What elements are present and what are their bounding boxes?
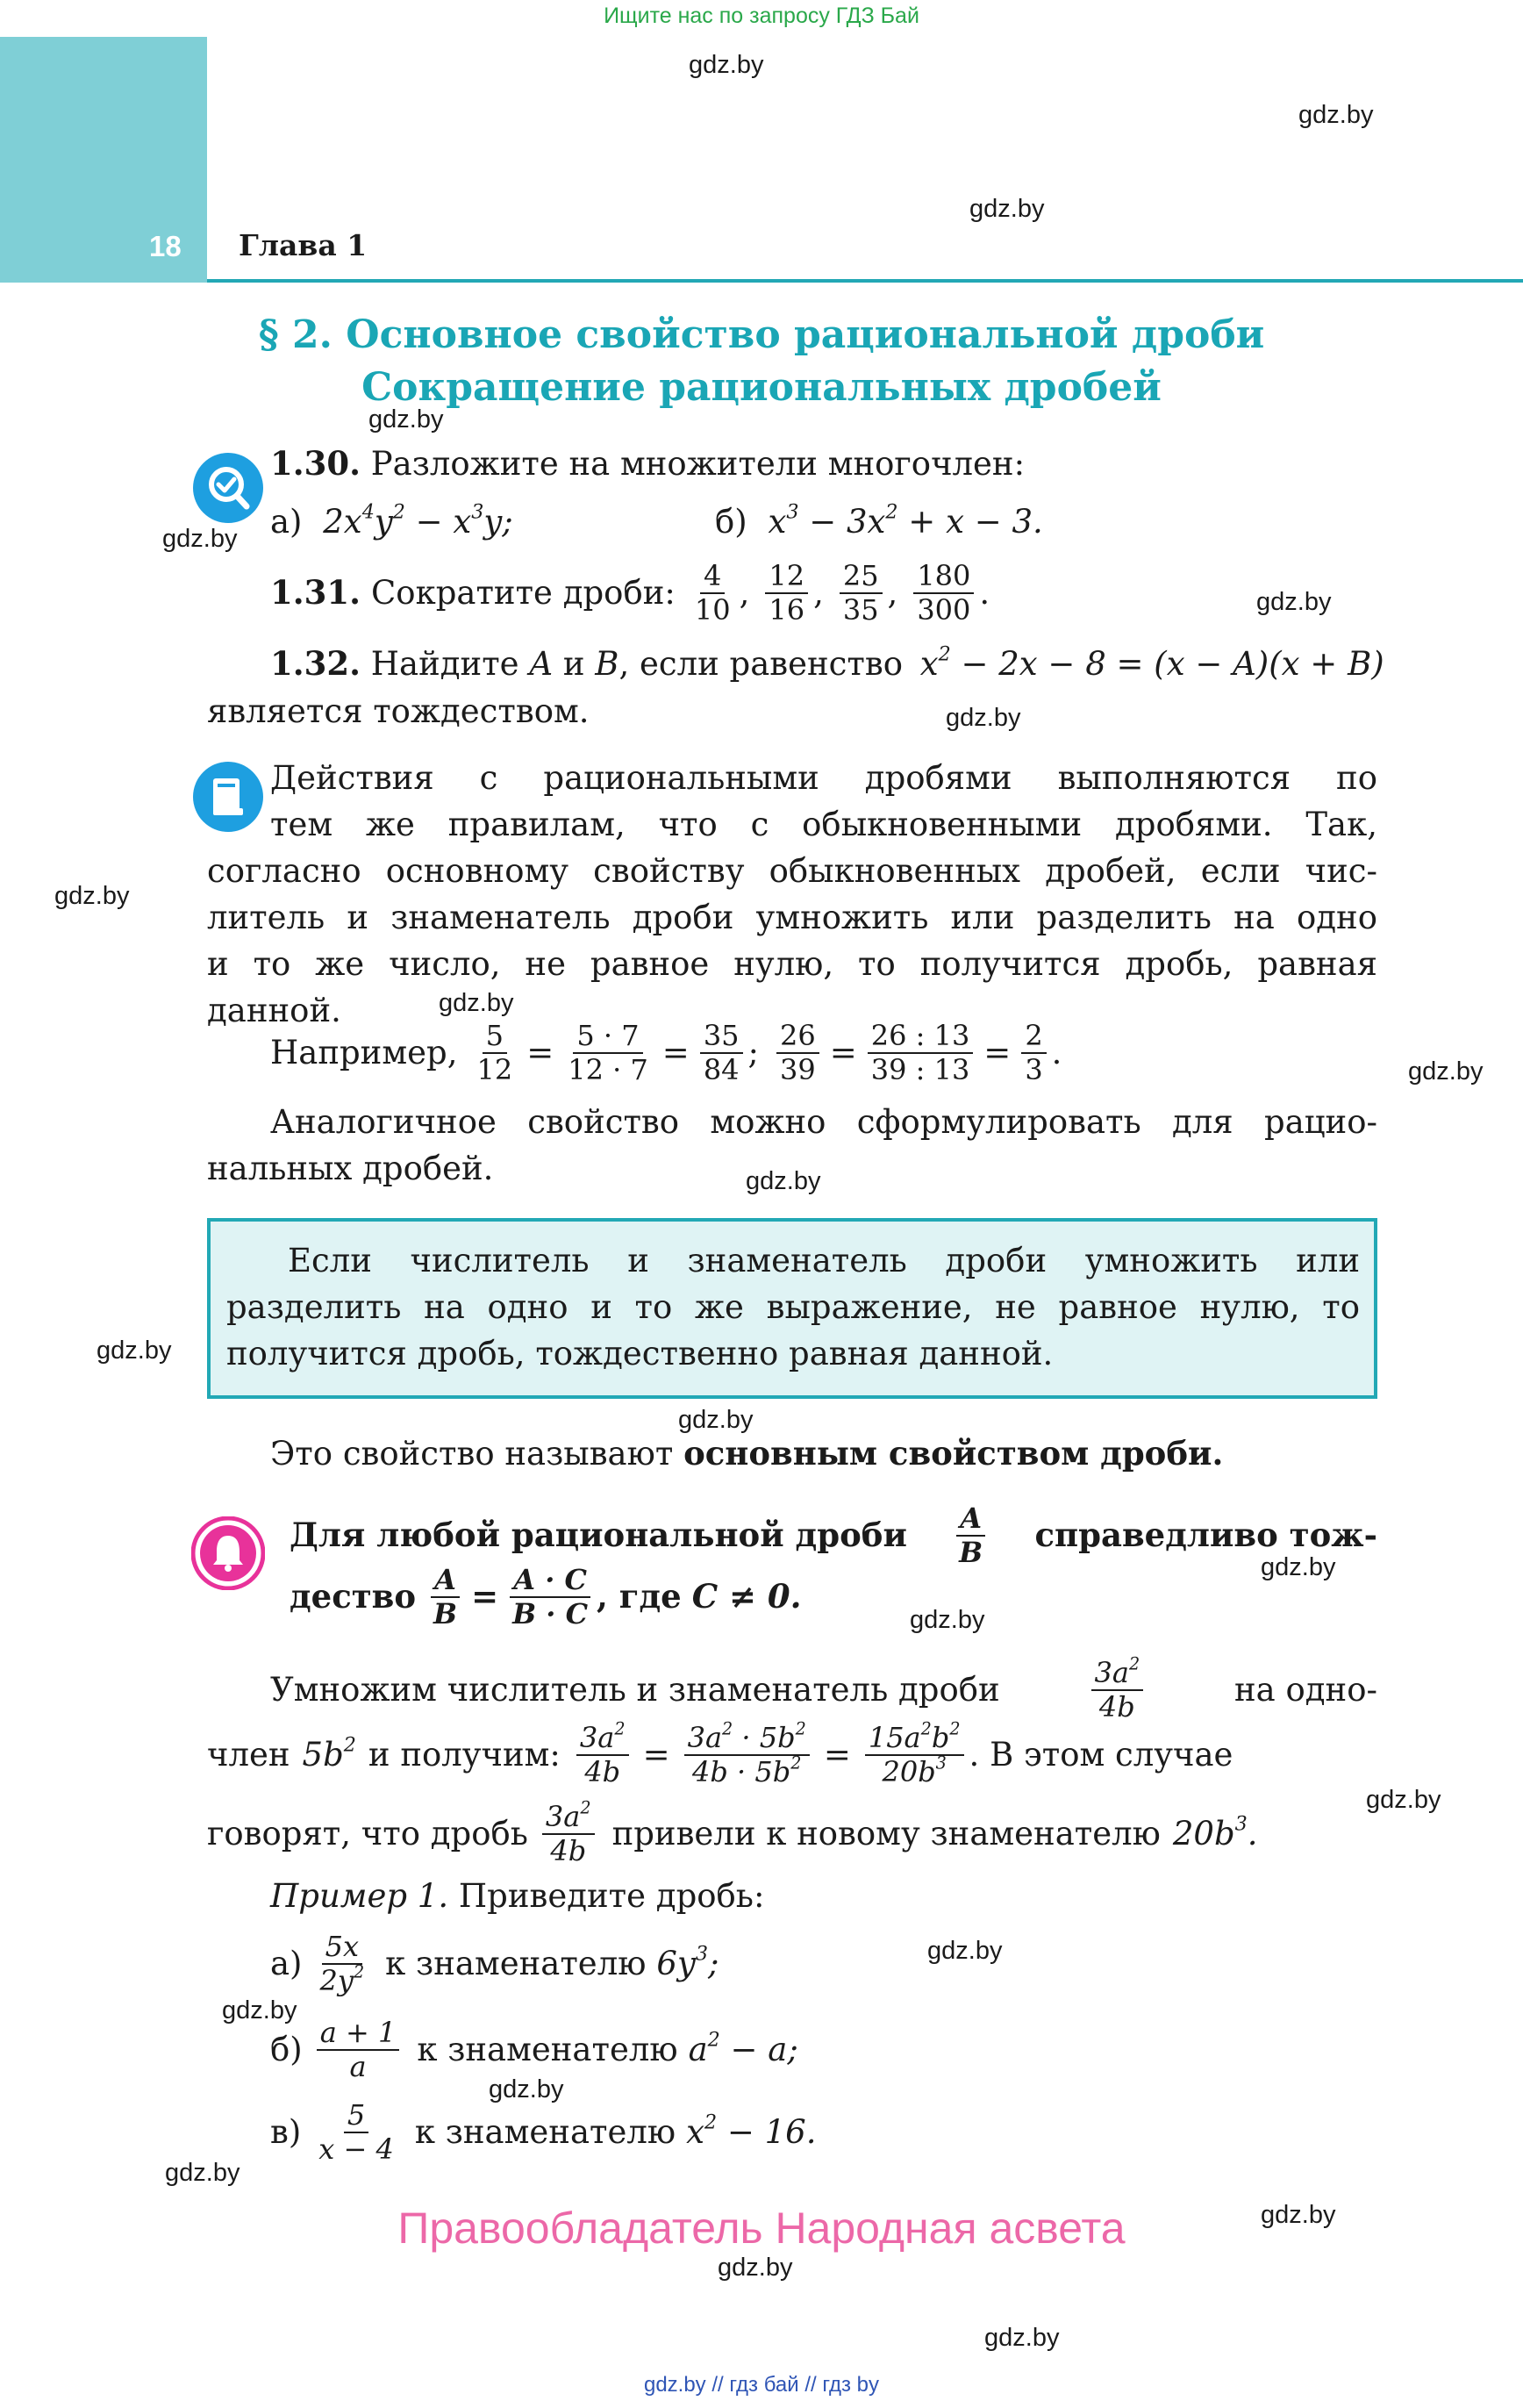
watermark: gdz.by xyxy=(1261,1553,1336,1581)
analog-line: нальных дробей. xyxy=(207,1150,494,1187)
exercise-search-icon xyxy=(191,451,265,528)
section-subtitle: Сокращение рациональных дробей xyxy=(361,365,1162,410)
watermark: gdz.by xyxy=(984,2324,1060,2352)
exercise-text: Сократите дроби: xyxy=(371,574,676,613)
theory-line: согласно основному свойству обыкновенных дробей, если чис- xyxy=(207,852,1377,890)
exercise-1-31: 1.31. Сократите дроби: $\frac{4}{10}$ , $\frac{12}{16}$ , $\frac{25}{35}$ , $\frac{180}{300}$ . xyxy=(270,559,990,627)
rule-line: разделить на одно и то же выражение, не равное нулю, то получится дробь, тождественно равная данной. xyxy=(226,1288,1360,1372)
property-statement: Это свойство называют основным свойством дроби. xyxy=(270,1434,1224,1473)
multiply-line-1: Умножим числитель и знаменатель дроби $\frac{3a^2}{4b}$ на одно- xyxy=(270,1653,1377,1724)
analog-paragraph xyxy=(270,1099,1377,1145)
watermark: gdz.by xyxy=(222,1996,297,2025)
exercise-1-32-continuation: является тождеством. xyxy=(207,692,590,730)
multiply-line-2: член $5b^2$ и получим: $\frac{3a^2}{4b}$ = $\frac{3a^2 \cdot 5b^2}{4b \cdot 5b^2}$ = $\frac{15a^2b^2}{20b^3}$ . В этом случае xyxy=(207,1718,1233,1788)
watermark: gdz.by xyxy=(439,989,514,1017)
watermark: gdz.by xyxy=(1256,588,1332,616)
theory-paragraph xyxy=(207,848,1377,1034)
theory-line: данной. xyxy=(207,992,341,1029)
watermark: gdz.by xyxy=(746,1167,821,1195)
item-label: б) xyxy=(715,503,747,541)
watermark: gdz.by xyxy=(1408,1057,1484,1086)
theory-line: тем же правилам, что с обыкновенными дробями. Так, xyxy=(270,806,1377,843)
exercise-number: 1.30. xyxy=(270,444,361,483)
identity-line-1: Для любой рациональной дроби $\frac{A}{B}$ справедливо тож- xyxy=(290,1501,1377,1569)
bottom-site-links[interactable]: gdz.by // гдз бай // гдз by xyxy=(643,2373,880,2397)
exercise-1-32: 1.32. Найдите A и B, если равенство $x^2 - 2x - 8 = (x - A)(x + B)$ xyxy=(270,642,1384,683)
fraction: $\frac{12}{16}$ xyxy=(765,560,808,627)
watermark: gdz.by xyxy=(162,525,238,553)
theory-line: и то же число, не равное нулю, то получится дробь, равная xyxy=(207,945,1377,983)
example-title: Пример 1. xyxy=(270,1877,449,1915)
watermark: gdz.by xyxy=(969,195,1045,223)
watermark: gdz.by xyxy=(368,405,444,434)
example-1-item: б) $\frac{a + 1}{a}$ к знаменателю $a^2 - a$; xyxy=(270,2016,798,2083)
top-search-link[interactable]: Ищите нас по запросу ГДЗ Бай xyxy=(604,4,919,28)
watermark: gdz.by xyxy=(910,1606,985,1634)
theory-paragraph xyxy=(270,801,1377,848)
multiply-line-3: говорят, что дробь $\frac{3a^2}{4b}$ привели к новому знаменателю $20b^3$. xyxy=(207,1797,1258,1867)
fraction: $\frac{4}{10}$ xyxy=(694,559,731,627)
example-label: Например, xyxy=(270,1034,458,1072)
watermark: gdz.by xyxy=(97,1337,172,1365)
theory-line: литель и знаменатель дроби умножить или разделить на одно xyxy=(207,899,1377,936)
theory-book-icon xyxy=(191,760,265,837)
watermark: gdz.by xyxy=(489,2075,564,2103)
watermark: gdz.by xyxy=(689,51,764,79)
watermark: gdz.by xyxy=(678,1406,754,1434)
chapter-title: Глава 1 xyxy=(239,228,368,262)
watermark: gdz.by xyxy=(946,704,1021,732)
section-title: § 2. Основное свойство рациональной дроби xyxy=(258,312,1265,357)
watermark: gdz.by xyxy=(54,882,130,910)
header-rule xyxy=(207,279,1523,283)
identity-line-2: дество $\frac{A}{B}$ = $\frac{A \cdot C}{B \cdot C}$ , где C ≠ 0. xyxy=(290,1563,802,1630)
watermark: gdz.by xyxy=(1261,2201,1336,2229)
watermark: gdz.by xyxy=(165,2159,240,2187)
example-1-item: в) $\frac{5}{x - 4}$ к знаменателю $x^2 - 16$. xyxy=(270,2098,817,2166)
watermark: gdz.by xyxy=(718,2254,793,2282)
watermark: gdz.by xyxy=(1366,1786,1441,1814)
example-line: Например, $\frac{5}{12}$ = $\frac{5 \cdot 7}{12 \cdot 7}$ = $\frac{35}{84}$ ; $\frac{26}{39}$ = $\frac{26 : 13}{39 : 13}$ = $\frac{2}{3}$ . xyxy=(270,1019,1062,1086)
exercise-number: 1.31. xyxy=(270,573,361,613)
rule-line: Если числитель и знаменатель дроби умножить или xyxy=(288,1242,1360,1279)
item-label: а) xyxy=(270,503,303,541)
exercise-number: 1.32. xyxy=(270,644,361,683)
copyright-footer: Правообладатель Народная асвета xyxy=(397,2204,1126,2253)
fraction: $\frac{180}{300}$ xyxy=(913,560,974,627)
watermark: gdz.by xyxy=(927,1937,1003,1965)
theory-paragraph xyxy=(270,755,1377,801)
exercise-1-30-b: б) $x^3 - 3x^2 + x - 3$. xyxy=(715,500,1043,541)
fraction: $\frac{25}{35}$ xyxy=(840,560,883,627)
bell-icon xyxy=(191,1516,265,1594)
analog-line: Аналогичное свойство можно сформулировать для рацио- xyxy=(270,1103,1377,1141)
property-name: основным свойством дроби. xyxy=(683,1434,1224,1473)
exercise-1-30-a: а) $2x^4y^2 - x^3y$; xyxy=(270,500,513,541)
watermark: gdz.by xyxy=(1298,101,1374,129)
exercise-text: Разложите на множители многочлен: xyxy=(370,445,1026,483)
example-1-item: а) $\frac{5x}{2y^2}$ к знаменателю $6y^3$; xyxy=(270,1930,719,1997)
page-number: 18 xyxy=(149,230,182,262)
theory-line: Действия с рациональными дробями выполняются по xyxy=(270,759,1377,797)
exercise-1-30 xyxy=(270,441,1025,487)
example-1-heading: Пример 1. Приведите дробь: xyxy=(270,1877,765,1915)
